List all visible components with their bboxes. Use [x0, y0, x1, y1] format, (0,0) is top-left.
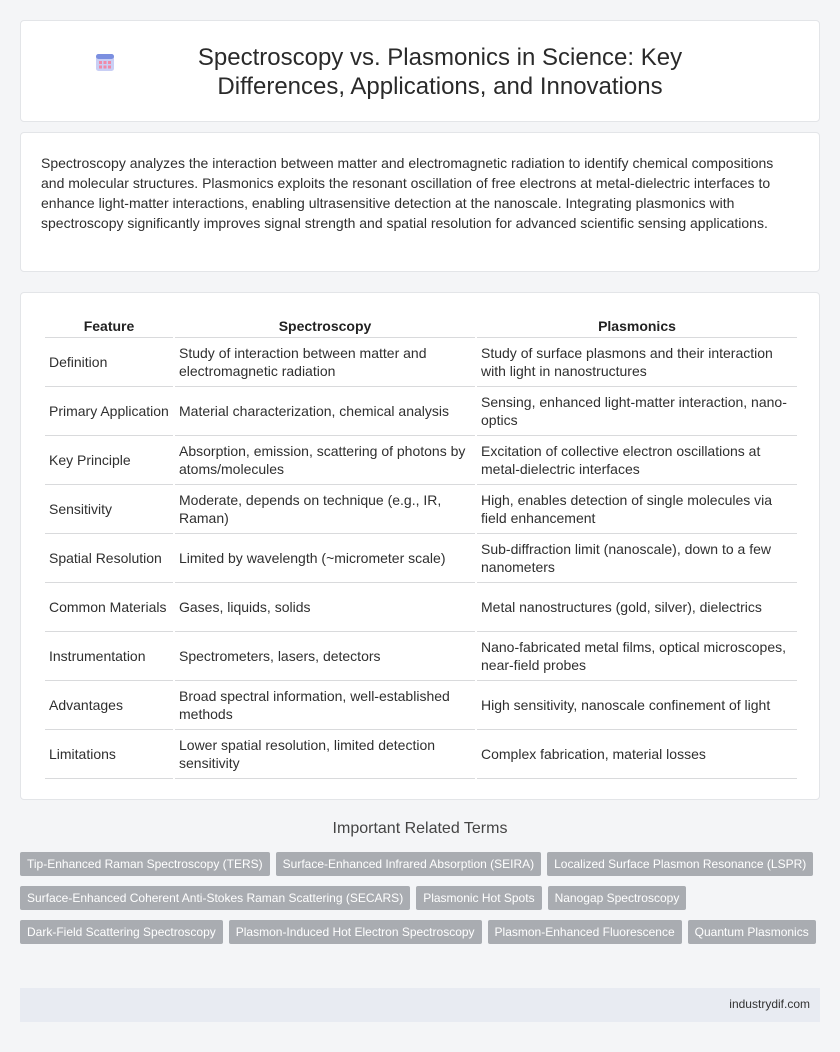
header-feature: Feature — [45, 315, 173, 338]
spectroscopy-cell: Gases, liquids, solids — [175, 583, 475, 632]
intro-card — [20, 132, 820, 272]
header-spectroscopy: Spectroscopy — [175, 315, 475, 338]
footer-site-link[interactable]: industrydif.com — [729, 997, 810, 1011]
header-plasmonics: Plasmonics — [477, 315, 797, 338]
feature-cell: Sensitivity — [45, 485, 173, 534]
plasmonics-cell: Study of surface plasmons and their interaction with light in nanostructures — [477, 338, 797, 387]
related-term-tag[interactable]: Nanogap Spectroscopy — [548, 886, 687, 910]
feature-cell: Advantages — [45, 681, 173, 730]
plasmonics-cell: High sensitivity, nanoscale confinement of light — [477, 681, 797, 730]
comparison-table-card — [20, 292, 820, 800]
feature-cell: Key Principle — [45, 436, 173, 485]
feature-cell: Common Materials — [45, 583, 173, 632]
plasmonics-cell: Complex fabrication, material losses — [477, 730, 797, 779]
table-row — [45, 387, 797, 436]
related-terms-list — [20, 852, 820, 944]
table-row — [45, 583, 797, 632]
table-row — [45, 338, 797, 387]
spectroscopy-cell: Moderate, depends on technique (e.g., IR, Raman) — [175, 485, 475, 534]
table-row — [45, 534, 797, 583]
feature-cell: Primary Application — [45, 387, 173, 436]
spectroscopy-cell: Material characterization, chemical analysis — [175, 387, 475, 436]
plasmonics-cell: High, enables detection of single molecules via field enhancement — [477, 485, 797, 534]
related-terms-heading: Important Related Terms — [332, 820, 508, 837]
related-term-tag[interactable]: Quantum Plasmonics — [688, 920, 816, 944]
spectroscopy-cell: Broad spectral information, well-established methods — [175, 681, 475, 730]
page-title: Spectroscopy vs. Plasmonics in Science: Key Differences, Applications, and Innovations — [197, 44, 683, 100]
related-term-tag[interactable]: Surface-Enhanced Infrared Absorption (SEIRA) — [276, 852, 541, 876]
table-row — [45, 436, 797, 485]
table-row — [45, 730, 797, 779]
feature-cell: Definition — [45, 338, 173, 387]
table-row — [45, 485, 797, 534]
plasmonics-cell: Metal nanostructures (gold, silver), dielectrics — [477, 583, 797, 632]
feature-cell: Spatial Resolution — [45, 534, 173, 583]
plasmonics-cell: Nano-fabricated metal films, optical microscopes, near-field probes — [477, 632, 797, 681]
title-card — [20, 20, 820, 122]
footer — [20, 988, 820, 1022]
related-term-tag[interactable]: Plasmon-Induced Hot Electron Spectroscopy — [229, 920, 482, 944]
comparison-table — [43, 315, 799, 779]
plasmonics-cell: Sensing, enhanced light-matter interaction, nano-optics — [477, 387, 797, 436]
plasmonics-cell: Sub-diffraction limit (nanoscale), down to a few nanometers — [477, 534, 797, 583]
related-term-tag[interactable]: Plasmon-Enhanced Fluorescence — [488, 920, 682, 944]
table-row — [45, 632, 797, 681]
spectroscopy-cell: Absorption, emission, scattering of photons by atoms/molecules — [175, 436, 475, 485]
related-term-tag[interactable]: Tip-Enhanced Raman Spectroscopy (TERS) — [20, 852, 270, 876]
related-term-tag[interactable]: Dark-Field Scattering Spectroscopy — [20, 920, 223, 944]
intro-paragraph: Spectroscopy analyzes the interaction between matter and electromagnetic radiation to identify chemical compositions and molecular structures. Plasmonics exploits the resonant oscillation of free electrons at metal-dielectric interfaces to enhance light-matter interactions, enabling ultrasensitive detection at the nanoscale. Integrating plasmonics with spectroscopy significantly improves signal strength and spatial resolution for advanced scientific sensing applications. — [41, 155, 774, 231]
table-header-row — [45, 315, 797, 338]
related-term-tag[interactable]: Localized Surface Plasmon Resonance (LSPR) — [547, 852, 813, 876]
spectroscopy-cell: Lower spatial resolution, limited detection sensitivity — [175, 730, 475, 779]
related-term-tag[interactable]: Surface-Enhanced Coherent Anti-Stokes Raman Scattering (SECARS) — [20, 886, 410, 910]
spectroscopy-cell: Limited by wavelength (~micrometer scale) — [175, 534, 475, 583]
feature-cell: Limitations — [45, 730, 173, 779]
related-term-tag[interactable]: Plasmonic Hot Spots — [416, 886, 541, 910]
table-row — [45, 681, 797, 730]
spectroscopy-cell: Study of interaction between matter and electromagnetic radiation — [175, 338, 475, 387]
feature-cell: Instrumentation — [45, 632, 173, 681]
spectroscopy-cell: Spectrometers, lasers, detectors — [175, 632, 475, 681]
plasmonics-cell: Excitation of collective electron oscillations at metal-dielectric interfaces — [477, 436, 797, 485]
